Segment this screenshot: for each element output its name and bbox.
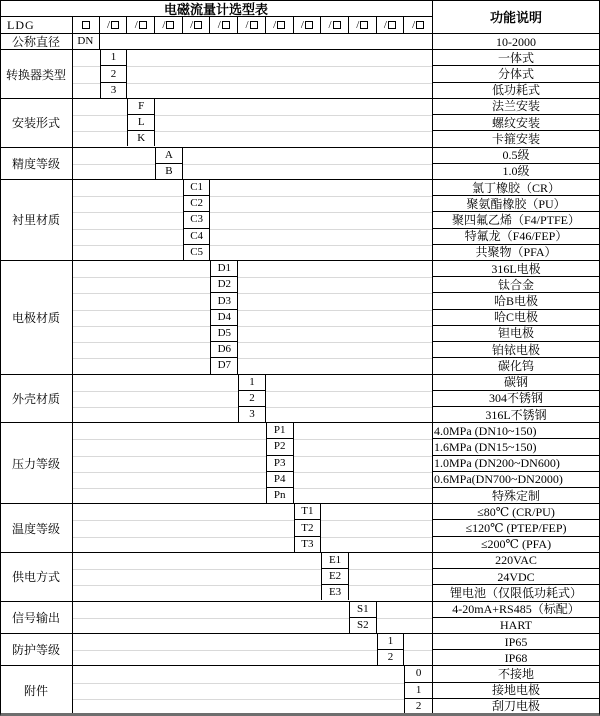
grid-line: [210, 245, 432, 246]
grid-line: [238, 326, 432, 327]
category-section: [0, 552, 600, 601]
code-box-icon: [388, 21, 396, 29]
model-code-row: [0, 17, 432, 33]
grid-line: [72, 196, 183, 197]
code-cell: D6: [211, 342, 237, 358]
desc-cell: 一体式: [432, 50, 600, 66]
model-prefix: LDG: [7, 17, 35, 32]
category-section: [0, 665, 600, 714]
filler-area: [321, 504, 432, 552]
code-cell: D2: [211, 277, 237, 293]
desc-cell: HART: [500, 618, 532, 633]
description-column: [432, 50, 600, 98]
slash-glyph: /: [107, 18, 111, 31]
filler-area: [72, 180, 183, 260]
desc-cell: IP68: [504, 650, 528, 665]
grid-line: [72, 164, 155, 165]
filler-area: [294, 423, 432, 503]
category-section: [0, 147, 600, 179]
filler-area: [72, 148, 155, 179]
category-section: [0, 33, 600, 49]
code-cell: D4: [211, 310, 237, 326]
description-column: [432, 602, 600, 633]
code-cell: 1: [101, 50, 127, 66]
grid-line: [72, 326, 210, 327]
code-column: [183, 180, 211, 260]
desc-cell: 4-20mA+RS485（标配）: [432, 602, 600, 618]
grid-line: [72, 456, 266, 457]
filler-area: [404, 634, 432, 665]
category-section: [0, 98, 600, 147]
model-slot-cell: [155, 17, 183, 33]
filler-area: [183, 148, 432, 179]
grid-line: [72, 277, 210, 278]
code-cell: 1: [405, 683, 432, 699]
category-label: 压力等级: [11, 456, 60, 471]
slash-glyph: /: [134, 18, 138, 31]
grid-line: [72, 699, 404, 700]
code-column: [127, 99, 155, 147]
desc-cell: 钽电极: [432, 326, 600, 342]
category-label: 精度等级: [11, 156, 60, 171]
filler-area: [72, 504, 294, 552]
desc-cell: 1.0MPa (DN200~DN600): [432, 456, 600, 472]
grid-line: [238, 277, 432, 278]
grid-line: [238, 358, 432, 359]
filler-area: [72, 666, 404, 714]
category-section: [0, 633, 600, 665]
grid-line: [72, 650, 377, 651]
grid-line: [349, 585, 432, 586]
filler-area: [349, 553, 432, 601]
desc-cell: 碳钢: [432, 375, 600, 391]
code-cell: P2: [267, 439, 293, 455]
slash-glyph: /: [412, 18, 416, 31]
category-section: [0, 374, 600, 423]
desc-cell: 铂铱电极: [432, 342, 600, 358]
code-cell: B: [165, 164, 173, 177]
code-cell: T1: [295, 504, 321, 520]
description-column: [432, 553, 600, 601]
code-cell: D5: [211, 326, 237, 342]
model-slot-cell: [100, 17, 128, 33]
code-box-icon: [416, 21, 424, 29]
slash-glyph: /: [356, 18, 360, 31]
page-title: 电磁流量计选型表: [0, 0, 432, 17]
desc-cell: 304不锈钢: [432, 391, 600, 407]
filler-area: [72, 602, 349, 633]
grid-line: [72, 585, 321, 586]
code-cell: 2: [239, 391, 265, 407]
category-section: [0, 503, 600, 552]
category-label: 电极材质: [11, 310, 60, 325]
desc-cell: 1.0级: [502, 164, 530, 179]
grid-line: [266, 407, 432, 408]
model-slot-cell: [266, 17, 294, 33]
grid-line: [238, 342, 432, 343]
grid-line: [238, 293, 432, 294]
desc-cell: 特殊定制: [491, 488, 540, 503]
slash-glyph: /: [162, 18, 166, 31]
code-box-icon: [250, 21, 258, 29]
grid-line: [72, 358, 210, 359]
desc-cell: 氯丁橡胶（CR）: [432, 180, 600, 196]
category-label: 防护等级: [11, 643, 60, 658]
filler-area: [72, 99, 127, 147]
code-cell: C1: [184, 180, 210, 196]
desc-cell: 特氟龙（F46/FEP）: [432, 229, 600, 245]
code-cell: 1: [378, 634, 404, 650]
description-column: [432, 375, 600, 423]
desc-cell: 0.5级: [432, 148, 600, 164]
code-cell: 2: [387, 651, 394, 664]
category-label: 温度等级: [11, 521, 60, 536]
grid-line: [72, 245, 183, 246]
code-cell: C2: [184, 196, 210, 212]
grid-line: [377, 618, 432, 619]
desc-cell: 法兰安装: [432, 99, 600, 115]
code-cell: T3: [301, 537, 314, 550]
code-column: [321, 553, 349, 601]
code-column: [100, 50, 128, 98]
desc-cell: 0.6MPa(DN700~DN2000): [432, 472, 600, 488]
desc-cell: ≤80℃ (CR/PU): [432, 504, 600, 520]
desc-cell: 哈B电极: [432, 293, 600, 309]
desc-cell: 接地电极: [432, 683, 600, 699]
grid-line: [210, 196, 432, 197]
model-slot-cell: [183, 17, 211, 33]
description-divider-line: [432, 0, 433, 716]
grid-line: [294, 488, 432, 489]
desc-cell: 1.6MPa (DN15~150): [432, 439, 600, 455]
code-box-icon: [305, 21, 313, 29]
function-description-header: 功能说明: [489, 10, 542, 25]
category-section: [0, 49, 600, 98]
code-cell: S1: [350, 602, 376, 618]
grid-line: [72, 407, 238, 408]
desc-cell: 哈C电极: [432, 310, 600, 326]
desc-cell: 220VAC: [432, 553, 600, 569]
code-box-icon: [111, 21, 119, 29]
filler-area: [238, 261, 432, 374]
desc-cell: 低功耗式: [491, 83, 540, 98]
code-cell: S2: [356, 618, 369, 631]
slash-glyph: /: [245, 18, 249, 31]
grid-line: [72, 212, 183, 213]
code-cell: D7: [217, 359, 232, 372]
category-label: 信号输出: [11, 610, 60, 625]
desc-cell: 316L不锈钢: [485, 407, 547, 422]
code-cell: C4: [184, 229, 210, 245]
category-label: 转换器类型: [5, 67, 66, 82]
code-column: [72, 34, 100, 49]
grid-line: [127, 83, 432, 84]
grid-line: [210, 229, 432, 230]
grid-line: [72, 683, 404, 684]
code-cell: 2: [415, 699, 422, 712]
grid-line: [72, 293, 210, 294]
code-cell: P4: [267, 472, 293, 488]
grid-line: [183, 164, 432, 165]
code-column: [294, 504, 322, 552]
grid-line: [72, 569, 321, 570]
code-box-icon: [333, 21, 341, 29]
grid-line: [321, 537, 432, 538]
grid-line: [349, 569, 432, 570]
category-divider-line: [72, 17, 73, 716]
category-section: [0, 260, 600, 374]
category-label: 外壳材质: [11, 391, 60, 406]
grid-line: [72, 310, 210, 311]
filler-area: [72, 261, 210, 374]
code-cell: 3: [110, 83, 117, 96]
desc-cell: 卡箍安装: [491, 131, 540, 146]
slash-glyph: /: [217, 18, 221, 31]
code-cell: 2: [101, 66, 127, 82]
description-column: [432, 666, 600, 714]
slash-glyph: /: [300, 18, 304, 31]
code-cell: E2: [322, 569, 348, 585]
code-column: [210, 261, 238, 374]
code-column: [404, 666, 432, 714]
category-label: 附件: [23, 683, 48, 698]
grid-line: [72, 115, 127, 116]
code-cell: E1: [322, 553, 348, 569]
filler-area: [127, 50, 432, 98]
code-cell: C5: [190, 245, 204, 258]
code-box-icon: [166, 21, 174, 29]
filler-area: [72, 375, 238, 423]
code-cell: DN: [77, 35, 94, 48]
code-cell: A: [156, 148, 182, 164]
desc-cell: 24VDC: [432, 569, 600, 585]
description-column: [432, 99, 600, 147]
filler-area: [72, 50, 100, 98]
code-cell: D3: [211, 293, 237, 309]
grid-line: [72, 520, 294, 521]
grid-line: [294, 472, 432, 473]
filler-area: [266, 375, 432, 423]
category-section: [0, 422, 600, 503]
description-column: [432, 180, 600, 260]
filler-area: [155, 99, 432, 147]
desc-cell: 316L电极: [432, 261, 600, 277]
model-slot-cell: [294, 17, 322, 33]
code-cell: F: [128, 99, 154, 115]
grid-line: [210, 212, 432, 213]
grid-line: [294, 439, 432, 440]
code-column: [377, 634, 405, 665]
grid-line: [321, 520, 432, 521]
model-slot-cell: [210, 17, 238, 33]
code-box-icon: [360, 21, 368, 29]
model-slot-cell: [321, 17, 349, 33]
grid-line: [72, 618, 349, 619]
model-slot-cell: [72, 17, 100, 33]
code-box-icon: [194, 21, 202, 29]
slash-glyph: /: [383, 18, 387, 31]
code-cell: 3: [249, 408, 255, 421]
code-column: [349, 602, 377, 633]
filler-area: [72, 423, 266, 503]
code-cell: D1: [211, 261, 237, 277]
model-slot-cell: [127, 17, 155, 33]
code-cell: L: [128, 115, 154, 131]
desc-cell: 聚氨酯橡胶（PU）: [432, 196, 600, 212]
code-cell: P1: [267, 423, 293, 439]
category-section: [0, 179, 600, 260]
code-cell: K: [137, 132, 146, 145]
filler-area: [210, 180, 432, 260]
model-slot-cell: [377, 17, 405, 33]
desc-cell: 10-2000: [496, 34, 536, 49]
code-cell: 1: [239, 375, 265, 391]
model-slot-cell: [404, 17, 432, 33]
grid-line: [72, 342, 210, 343]
grid-line: [72, 83, 100, 84]
code-column: [266, 423, 294, 503]
model-slot-cell: [349, 17, 377, 33]
desc-cell: 聚四氟乙烯（F4/PTFE）: [432, 212, 600, 228]
desc-cell: 锂电池（仅限低功耗式）: [449, 585, 582, 600]
description-column: [432, 504, 600, 552]
slash-glyph: /: [328, 18, 332, 31]
grid-line: [155, 115, 432, 116]
code-box-icon: [222, 21, 230, 29]
grid-line: [72, 391, 238, 392]
code-cell: C3: [184, 212, 210, 228]
grid-line: [294, 456, 432, 457]
grid-line: [238, 310, 432, 311]
desc-cell: 螺纹安装: [432, 115, 600, 131]
code-column: [238, 375, 266, 423]
description-column: [432, 34, 600, 49]
slash-glyph: /: [190, 18, 194, 31]
category-label: 供电方式: [11, 570, 60, 585]
grid-line: [72, 472, 266, 473]
description-column: [432, 634, 600, 665]
filler-area: [72, 553, 321, 601]
code-cell: P3: [267, 456, 293, 472]
grid-line: [72, 439, 266, 440]
grid-line: [155, 131, 432, 132]
description-column: [432, 148, 600, 179]
description-column: [432, 261, 600, 374]
filler-area: [72, 634, 377, 665]
code-column: [155, 148, 183, 179]
code-box-icon: [82, 21, 90, 29]
desc-cell: ≤120℃ (PTEP/FEP): [432, 520, 600, 536]
category-label: 安装形式: [11, 116, 60, 131]
description-column: [432, 423, 600, 503]
grid-line: [127, 66, 432, 67]
grid-line: [72, 488, 266, 489]
code-box-icon: [277, 21, 285, 29]
desc-cell: 共聚物（PFA）: [475, 245, 557, 260]
code-box-icon: [139, 21, 147, 29]
desc-cell: 刮刀电极: [491, 699, 540, 714]
model-slot-cell: [238, 17, 266, 33]
desc-cell: 钛合金: [432, 277, 600, 293]
grid-line: [72, 229, 183, 230]
filler-area: [100, 34, 432, 49]
category-section: [0, 601, 600, 633]
grid-line: [72, 66, 100, 67]
desc-cell: IP65: [432, 634, 600, 650]
code-cell: T2: [295, 520, 321, 536]
desc-cell: ≤200℃ (PFA): [480, 537, 552, 552]
grid-line: [72, 537, 294, 538]
desc-cell: 4.0MPa (DN10~150): [432, 423, 600, 439]
slash-glyph: /: [273, 18, 277, 31]
grid-line: [266, 391, 432, 392]
desc-cell: 分体式: [432, 66, 600, 82]
desc-cell: 碳化钨: [497, 358, 534, 373]
code-cell: Pn: [273, 489, 286, 502]
code-cell: 0: [405, 666, 432, 682]
filler-area: [377, 602, 432, 633]
desc-cell: 不接地: [432, 666, 600, 682]
grid-line: [404, 650, 432, 651]
grid-line: [72, 131, 127, 132]
category-label: 衬里材质: [11, 213, 60, 228]
code-cell: E3: [328, 586, 342, 599]
category-label: 公称直径: [11, 35, 60, 50]
